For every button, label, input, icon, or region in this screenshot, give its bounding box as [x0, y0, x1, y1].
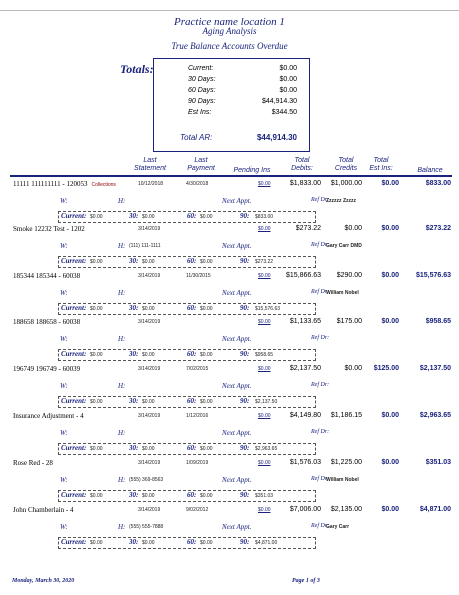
col-total-debits: [284, 157, 320, 173]
home-phone-value: (111) 111-1111: [129, 243, 161, 249]
pending-ins-value: $0.00: [258, 413, 271, 419]
col-total-credits-line1: Total: [338, 157, 354, 164]
aging-30-label: 30:: [129, 304, 139, 312]
aging-90-value: $958.65: [255, 352, 274, 358]
aging-30-label: 30:: [129, 538, 139, 546]
last-statement-date: 3/14/2019: [138, 319, 161, 325]
account-name-text: Insurance Adjustment - 4: [13, 412, 84, 420]
ref-dr-label: Ref Dr:: [311, 429, 330, 435]
aging-60-label: 60:: [187, 444, 197, 452]
total-ar-value: $44,914.30: [256, 133, 297, 142]
home-phone-value: (555) 369-8563: [129, 477, 164, 483]
total-debits-value: $15,866.63: [285, 272, 321, 279]
account-name-text: 188658 188658 - 60038: [13, 318, 81, 326]
next-appt-label: Next Appt.: [222, 476, 252, 484]
ref-dr-label: Ref Dr:: [311, 476, 330, 482]
aging-90-value: $2,963.65: [255, 446, 278, 452]
current-label: Current:: [61, 397, 87, 405]
current-label: Current:: [61, 304, 87, 312]
current-label: Current:: [61, 444, 87, 452]
home-phone-label: H:: [118, 523, 126, 531]
aging-90-label: 90:: [240, 444, 250, 452]
account-name-text: 11111 111111111 - 120053: [13, 180, 88, 188]
next-appt-label: Next Appt.: [222, 335, 252, 343]
totals-30-value: $0.00: [279, 76, 297, 83]
total-est-ins-value: $0.00: [381, 225, 399, 232]
total-credits-value: $2,135.00: [330, 506, 362, 513]
last-statement-date: 3/14/2019: [138, 413, 161, 419]
total-credits-value: $1,225.00: [330, 459, 362, 466]
col-total-credits-line2: Credits: [334, 165, 358, 172]
next-appt-label: Next Appt.: [222, 523, 252, 531]
aging-90-value: $273.22: [255, 259, 274, 265]
ref-dr-value: William Nobel: [326, 477, 359, 483]
aging-90-value: $15,576.63: [255, 306, 281, 312]
pending-ins-value: $0.00: [258, 366, 271, 372]
current-label: Current:: [61, 491, 87, 499]
total-est-ins-value: $0.00: [381, 180, 399, 187]
aging-60-label: 60:: [187, 257, 197, 265]
account-name-text: Rose Red - 28: [13, 459, 53, 467]
header-rule: [10, 175, 452, 177]
aging-30-value: $0.00: [142, 399, 155, 405]
totals-current-value: $0.00: [279, 65, 297, 72]
next-appt-label: Next Appt.: [222, 197, 252, 205]
work-phone-label: W:: [60, 382, 68, 390]
aging-60-value: $0.00: [200, 446, 213, 452]
total-est-ins-value: $0.00: [381, 272, 399, 279]
totals-30-label: 30 Days:: [188, 76, 216, 83]
pending-ins-value: $0.00: [258, 181, 271, 187]
aging-60-value: $0.00: [200, 214, 213, 220]
report-subtitle-2: True Balance Accounts Overdue: [171, 41, 288, 51]
home-phone-label: H:: [118, 242, 126, 250]
pending-ins-value: $0.00: [258, 273, 271, 279]
total-est-ins-value: $125.00: [373, 365, 399, 372]
account-name: [13, 318, 80, 326]
account-name: [13, 225, 85, 233]
current-value: $0.00: [90, 259, 103, 265]
aging-60-label: 60:: [187, 304, 197, 312]
aging-30-value: $0.00: [142, 306, 155, 312]
current-value: $0.00: [90, 214, 103, 220]
account-name-text: John Chamberlain - 4: [13, 506, 74, 514]
aging-60-label: 60:: [187, 397, 197, 405]
col-last-statement-line1: Last: [143, 157, 157, 164]
last-statement-date: 3/14/2019: [138, 366, 161, 372]
ref-dr-label: Ref Dr:: [311, 382, 330, 388]
total-est-ins-value: $0.00: [381, 318, 399, 325]
last-payment-date: 1/09/2019: [186, 460, 209, 466]
last-statement-date: 3/14/2019: [138, 226, 161, 232]
aging-30-label: 30:: [129, 350, 139, 358]
next-appt-label: Next Appt.: [222, 242, 252, 250]
aging-30-label: 30:: [129, 257, 139, 265]
current-label: Current:: [61, 212, 87, 220]
work-phone-label: W:: [60, 242, 68, 250]
top-rule: [0, 10, 459, 11]
ref-dr-label: Ref Dr:: [311, 242, 330, 248]
pending-ins-value: $0.00: [258, 460, 271, 466]
totals-60-value: $0.00: [279, 87, 297, 94]
aging-60-value: $0.00: [200, 399, 213, 405]
total-debits-value: $273.22: [295, 225, 321, 232]
work-phone-label: W:: [60, 335, 68, 343]
last-statement-date: 3/14/2019: [138, 460, 161, 466]
last-payment-date: 7/02/2015: [186, 366, 209, 372]
aging-30-value: $0.00: [142, 214, 155, 220]
aging-60-value: $0.00: [200, 306, 213, 312]
total-debits-value: $2,137.50: [289, 365, 321, 372]
next-appt-label: Next Appt.: [222, 429, 252, 437]
aging-90-label: 90:: [240, 538, 250, 546]
aging-30-label: 30:: [129, 212, 139, 220]
aging-90-label: 90:: [240, 212, 250, 220]
last-payment-date: 11/30/2015: [186, 273, 211, 279]
total-credits-value: $0.00: [344, 365, 362, 372]
col-last-statement: [130, 157, 170, 173]
pending-ins-value: $0.00: [258, 319, 271, 325]
aging-60-label: 60:: [187, 350, 197, 358]
account-record: [0, 365, 459, 417]
ref-dr-label: Ref Dr:: [311, 289, 330, 295]
aging-60-value: $0.00: [200, 352, 213, 358]
work-phone-label: W:: [60, 476, 68, 484]
balance-value: $958.65: [425, 318, 451, 325]
total-debits-value: $1,576.03: [289, 459, 321, 466]
pending-ins-value: $0.00: [258, 507, 271, 513]
account-name-text: 196749 196749 - 60039: [13, 365, 81, 373]
totals-90-label: 90 Days:: [188, 98, 216, 105]
col-last-statement-line2: Statement: [134, 165, 166, 172]
report-title: Practice name location 1: [174, 16, 285, 28]
last-payment-date: 9/02/2012: [186, 507, 209, 513]
total-credits-value: $290.00: [336, 272, 362, 279]
account-record: [0, 459, 459, 511]
col-total-est-ins-line2: Est Ins:: [369, 165, 393, 172]
totals-est-ins-value: $344.50: [271, 109, 297, 116]
aging-90-value: $4,871.00: [255, 540, 278, 546]
totals-box: [153, 58, 310, 152]
aging-90-value: $2,137.50: [255, 399, 278, 405]
account-record: [0, 506, 459, 558]
collections-flag: Collections: [91, 182, 116, 188]
account-name: [13, 506, 73, 514]
total-credits-value: $175.00: [336, 318, 362, 325]
footer-date: Monday, March 30, 2020: [12, 578, 75, 584]
totals-60-label: 60 Days:: [188, 87, 216, 94]
home-phone-label: H:: [118, 429, 126, 437]
current-label: Current:: [61, 257, 87, 265]
account-record: [0, 272, 459, 324]
account-record: [0, 412, 459, 464]
total-credits-value: $1,000.00: [330, 180, 362, 187]
balance-value: $2,963.65: [419, 412, 451, 419]
account-name: [13, 272, 80, 280]
next-appt-label: Next Appt.: [222, 289, 252, 297]
home-phone-label: H:: [118, 289, 126, 297]
aging-90-label: 90:: [240, 257, 250, 265]
account-name-text: 185344 185344 - 60038: [13, 272, 81, 280]
account-name: [13, 412, 84, 420]
total-credits-value: $0.00: [344, 225, 362, 232]
total-ar-label: Total AR:: [180, 133, 213, 142]
account-record: [0, 318, 459, 370]
col-total-est-ins: [364, 157, 398, 173]
balance-value: $4,871.00: [419, 506, 451, 513]
aging-60-label: 60:: [187, 538, 197, 546]
ref-dr-value: Zzzzzz Zzzzz: [326, 198, 356, 204]
aging-90-label: 90:: [240, 397, 250, 405]
current-value: $0.00: [90, 540, 103, 546]
report-subtitle: Aging Analysis: [202, 26, 257, 36]
col-total-debits-line1: Total: [294, 157, 310, 164]
aging-30-value: $0.00: [142, 446, 155, 452]
last-payment-date: 4/30/2018: [186, 181, 209, 187]
balance-value: $273.22: [425, 225, 451, 232]
col-last-payment-line1: Last: [194, 157, 208, 164]
aging-90-label: 90:: [240, 491, 250, 499]
aging-60-value: $0.00: [200, 493, 213, 499]
current-value: $0.00: [90, 446, 103, 452]
col-pending-ins: Pending Ins: [233, 167, 271, 174]
aging-90-label: 90:: [240, 304, 250, 312]
total-debits-value: $1,133.65: [289, 318, 321, 325]
pending-ins-value: $0.00: [258, 226, 271, 232]
total-est-ins-value: $0.00: [381, 412, 399, 419]
total-debits-value: $4,149.80: [289, 412, 321, 419]
aging-90-label: 90:: [240, 350, 250, 358]
aging-60-label: 60:: [187, 212, 197, 220]
totals-90-value: $44,914.30: [261, 98, 297, 105]
aging-60-value: $0.00: [200, 540, 213, 546]
current-label: Current:: [61, 538, 87, 546]
last-statement-date: 3/14/2019: [138, 507, 161, 513]
footer-page: Page 1 of 3: [292, 578, 320, 584]
totals-current-label: Current:: [188, 65, 214, 72]
balance-value: $833.00: [425, 180, 451, 187]
aging-90-value: $833.00: [255, 214, 274, 220]
account-name: [13, 365, 80, 373]
home-phone-label: H:: [118, 382, 126, 390]
balance-value: $15,576.63: [415, 272, 451, 279]
totals-label: Totals:: [120, 62, 154, 76]
current-value: $0.00: [90, 399, 103, 405]
aging-30-value: $0.00: [142, 540, 155, 546]
aging-60-label: 60:: [187, 491, 197, 499]
ref-dr-label: Ref Dr:: [311, 197, 330, 203]
aging-30-label: 30:: [129, 491, 139, 499]
ref-dr-label: Ref Dr:: [311, 523, 330, 529]
aging-30-label: 30:: [129, 444, 139, 452]
work-phone-label: W:: [60, 523, 68, 531]
ref-dr-value: Gary Carr: [326, 524, 350, 530]
account-name: [13, 180, 116, 188]
col-total-est-ins-line1: Total: [373, 157, 389, 164]
aging-30-label: 30:: [129, 397, 139, 405]
last-statement-date: 3/14/2019: [138, 273, 161, 279]
totals-est-ins-label: Est Ins:: [188, 109, 212, 116]
current-value: $0.00: [90, 352, 103, 358]
current-value: $0.00: [90, 493, 103, 499]
account-name: [13, 459, 53, 467]
col-total-debits-line2: Debits:: [291, 165, 313, 172]
balance-value: $351.03: [425, 459, 451, 466]
current-label: Current:: [61, 350, 87, 358]
col-balance: Balance: [417, 167, 443, 174]
col-last-payment-line2: Payment: [187, 165, 215, 172]
total-credits-value: $1,186.15: [330, 412, 362, 419]
balance-value: $2,137.50: [419, 365, 451, 372]
aging-30-value: $0.00: [142, 352, 155, 358]
home-phone-label: H:: [118, 476, 126, 484]
home-phone-value: (555) 555-7888: [129, 524, 164, 530]
ref-dr-value: Gary Carr DMD: [326, 243, 362, 249]
total-debits-value: $1,833.00: [289, 180, 321, 187]
aging-30-value: $0.00: [142, 493, 155, 499]
work-phone-label: W:: [60, 289, 68, 297]
col-total-credits: [328, 157, 364, 173]
account-record: [0, 225, 459, 277]
current-value: $0.00: [90, 306, 103, 312]
home-phone-label: H:: [118, 197, 126, 205]
home-phone-label: H:: [118, 335, 126, 343]
total-est-ins-value: $0.00: [381, 459, 399, 466]
total-debits-value: $7,006.00: [289, 506, 321, 513]
total-est-ins-value: $0.00: [381, 506, 399, 513]
col-last-payment: [181, 157, 221, 173]
aging-30-value: $0.00: [142, 259, 155, 265]
work-phone-label: W:: [60, 429, 68, 437]
ref-dr-label: Ref Dr:: [311, 335, 330, 341]
account-name-text: Smoke 12232 Test - 1202: [13, 225, 85, 233]
ref-dr-value: William Nobel: [326, 290, 359, 296]
last-payment-date: 1/12/2016: [186, 413, 209, 419]
work-phone-label: W:: [60, 197, 68, 205]
aging-90-value: $351.03: [255, 493, 274, 499]
next-appt-label: Next Appt.: [222, 382, 252, 390]
aging-60-value: $0.00: [200, 259, 213, 265]
last-statement-date: 10/12/2018: [138, 181, 164, 187]
